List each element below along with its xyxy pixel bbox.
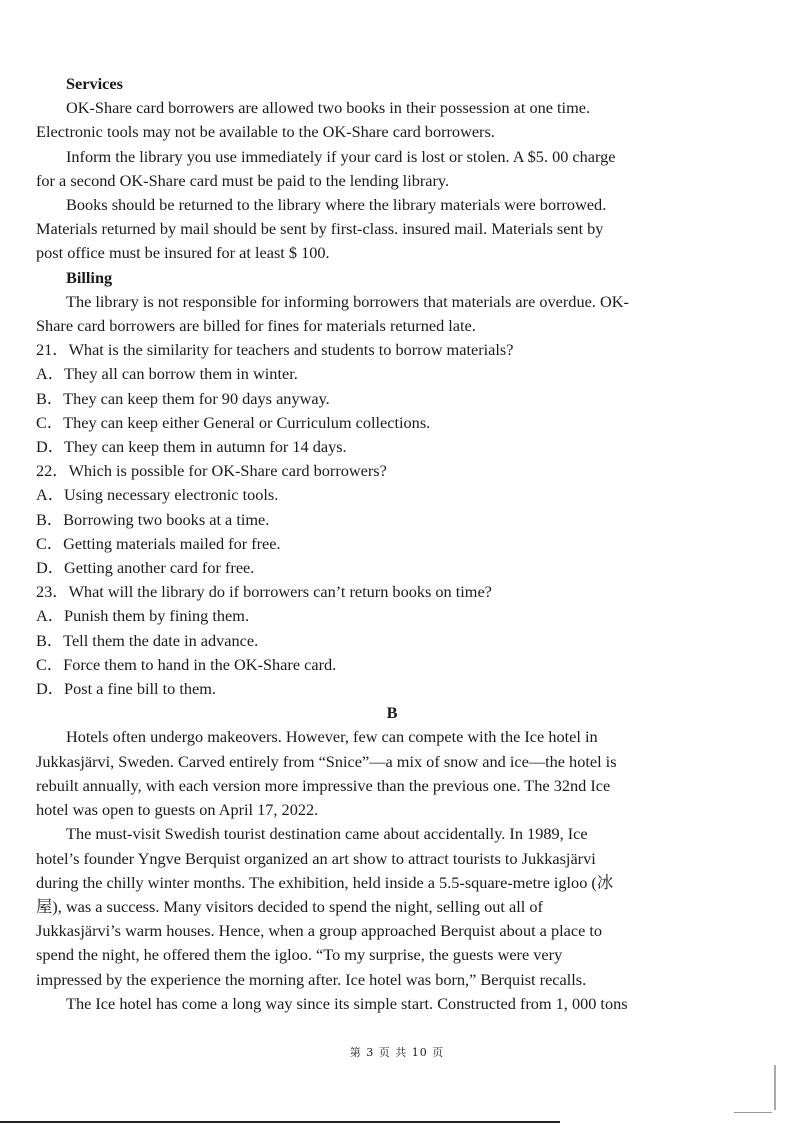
answer-option: A．Punish them by fining them. (36, 606, 250, 626)
answer-option: C．Force them to hand in the OK-Share card. (36, 654, 337, 674)
services-line: for a second OK-Share card must be paid to the lending library. (36, 170, 450, 190)
answer-option: B．Tell them the date in advance. (36, 630, 259, 650)
scan-edge-mark (774, 1065, 776, 1110)
answer-option: A．They all can borrow them in winter. (36, 364, 298, 384)
answer-option: A．Using necessary electronic tools. (36, 485, 279, 505)
answer-option: D．They can keep them in autumn for 14 days. (36, 437, 347, 457)
passage-line: spend the night, he offered them the igloo. “To my surprise, the guests were very (36, 945, 563, 965)
services-line: Materials returned by mail should be sent by first-class. insured mail. Materials sent by (36, 219, 604, 239)
services-line: Inform the library you use immediately if your card is lost or stolen. A $5. 00 charge (66, 146, 616, 166)
billing-line: The library is not responsible for informing borrowers that materials are overdue. OK- (66, 291, 629, 311)
question-stem: 23．What will the library do if borrowers can’t return books on time? (36, 582, 492, 602)
scan-edge-mark (734, 1112, 772, 1113)
page-number: 第 3 页 共 10 页 (349, 1046, 445, 1059)
services-line: post office must be insured for at least $ 100. (36, 243, 330, 263)
billing-line: Share card borrowers are billed for fines for materials returned late. (36, 316, 476, 336)
answer-option: C．Getting materials mailed for free. (36, 533, 281, 553)
passage-line: during the chilly winter months. The exhibition, held inside a 5.5-square-metre igloo (冰 (36, 872, 614, 892)
answer-option: B．Borrowing two books at a time. (36, 509, 270, 529)
services-heading: Services (66, 74, 123, 93)
passage-line: Jukkasjärvi’s warm houses. Hence, when a group approached Berquist about a place to (36, 921, 603, 941)
passage-line: Hotels often undergo makeovers. However, few can compete with the Ice hotel in (66, 727, 598, 747)
services-line: OK-Share card borrowers are allowed two books in their possession at one time. (66, 98, 591, 118)
question-stem: 21．What is the similarity for teachers and students to borrow materials? (36, 340, 514, 360)
passage-line: hotel was open to guests on April 17, 2022. (36, 800, 319, 820)
passage-line: Jukkasjärvi, Sweden. Carved entirely from “Snice”—a mix of snow and ice—the hotel is (36, 751, 617, 771)
billing-heading: Billing (66, 267, 113, 287)
services-line: Electronic tools may not be available to the OK-Share card borrowers. (36, 122, 495, 142)
page-bottom-rule (0, 1121, 560, 1123)
passage-line: rebuilt annually, with each version more impressive than the previous one. The 32nd Ice (36, 775, 611, 795)
answer-option: D．Post a fine bill to them. (36, 679, 216, 699)
answer-option: B．They can keep them for 90 days anyway. (36, 388, 330, 408)
passage-line: hotel’s founder Yngve Berquist organized an art show to attract tourists to Jukkasjärvi (36, 848, 596, 868)
answer-option: C．They can keep either General or Curriculum collections. (36, 412, 431, 432)
services-line: Books should be returned to the library where the library materials were borrowed. (66, 195, 607, 215)
passage-line: 屋), was a success. Many visitors decided to spend the night, selling out all of (36, 896, 543, 916)
passage-line: impressed by the experience the morning after. Ice hotel was born,” Berquist recalls. (36, 969, 587, 989)
section-b-label: B (386, 703, 398, 723)
passage-line: The must-visit Swedish tourist destination came about accidentally. In 1989, Ice (66, 824, 588, 844)
question-stem: 22．Which is possible for OK-Share card borrowers? (36, 461, 387, 481)
answer-option: D．Getting another card for free. (36, 558, 255, 578)
passage-line: The Ice hotel has come a long way since its simple start. Constructed from 1, 000 tons (66, 993, 628, 1013)
document-page (36, 72, 748, 1016)
